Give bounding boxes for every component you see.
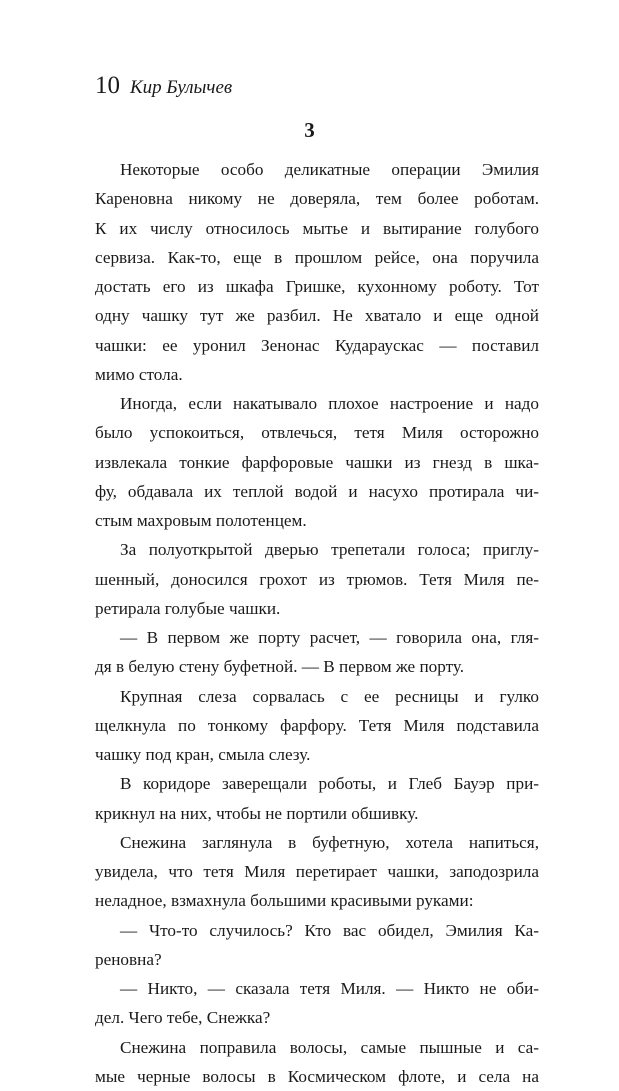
text-line: Некоторые особо деликатные операции Эмилия	[120, 160, 539, 179]
text-line: Снежина заглянула в буфетную, хотела напиться,	[120, 832, 539, 852]
text-line: За полуоткрытой дверью трепетали голоса; приглу-	[120, 540, 539, 560]
text-line: Крупная слеза сорвалась с ее ресницы и гулко	[120, 686, 539, 706]
text-line: В коридоре заверещали роботы, и Глеб Бауэр при-	[120, 774, 539, 794]
text-line: К их числу относилось мытье и вытирание голубого	[95, 218, 539, 238]
text-line: Снежина поправила волосы, самые пышные и са-	[120, 1037, 539, 1057]
text-line: чашки: ее уронил Зенонас Кудараускас — поставил	[95, 335, 539, 355]
text-line: крикнул на них, чтобы не портили обшивку.	[95, 803, 419, 823]
text-line: Кареновна никому не доверяла, тем более роботам.	[95, 189, 539, 209]
text-line: — Никто, — сказала тетя Миля. — Никто не оби-	[120, 979, 539, 998]
text-line: одну чашку тут же разбил. Не хватало и еще одной	[95, 306, 539, 326]
text-line: неладное, взмахнула большими красивыми руками:	[95, 891, 474, 911]
text-line: мимо стола.	[95, 364, 183, 384]
text-line: дя в белую стену буфетной. — В первом же порту.	[95, 657, 465, 677]
text-line: шенный, доносился грохот из трюмов. Тетя Миля пе-	[95, 569, 539, 589]
text-line: сервиза. Как-то, еще в прошлом рейсе, она поручила	[95, 247, 539, 267]
text-line: достать его из шкафа Гришке, кухонному роботу. Тот	[95, 277, 539, 296]
text-line: — В первом же порту расчет, — говорила она, гля-	[120, 628, 539, 647]
text-line: было успокоиться, отвлечься, тетя Миля осторожно	[95, 423, 539, 443]
chapter-number: 3	[304, 118, 315, 142]
text-line: реновна?	[95, 949, 162, 969]
body-text	[95, 155, 539, 1091]
text-line: Иногда, если накатывало плохое настроение и надо	[120, 394, 539, 413]
text-line: увидела, что тетя Миля перетирает чашки, заподозрила	[95, 862, 539, 881]
text-line: чашку под кран, смыла слезу.	[95, 745, 311, 764]
page-number: 10	[95, 72, 120, 99]
text-line: фу, обдавала их теплой водой и насухо протирала чи-	[95, 481, 539, 501]
text-line: стым махровым полотенцем.	[95, 511, 307, 530]
text-line: извлекала тонкие фарфоровые чашки из гнезд в шка-	[95, 452, 539, 472]
text-line: ретирала голубые чашки.	[95, 598, 281, 618]
text-line: дел. Чего тебе, Снежка?	[95, 1008, 271, 1028]
running-head	[95, 73, 232, 98]
text-line: мые черные волосы в Космическом флоте, и села на	[95, 1066, 539, 1086]
text-line: — Что-то случилось? Кто вас обидел, Эмилия Ка-	[120, 920, 539, 940]
running-head-author: Кир Булычев	[130, 77, 233, 98]
text-line: щелкнула по тонкому фарфору. Тетя Миля подставила	[95, 715, 539, 735]
